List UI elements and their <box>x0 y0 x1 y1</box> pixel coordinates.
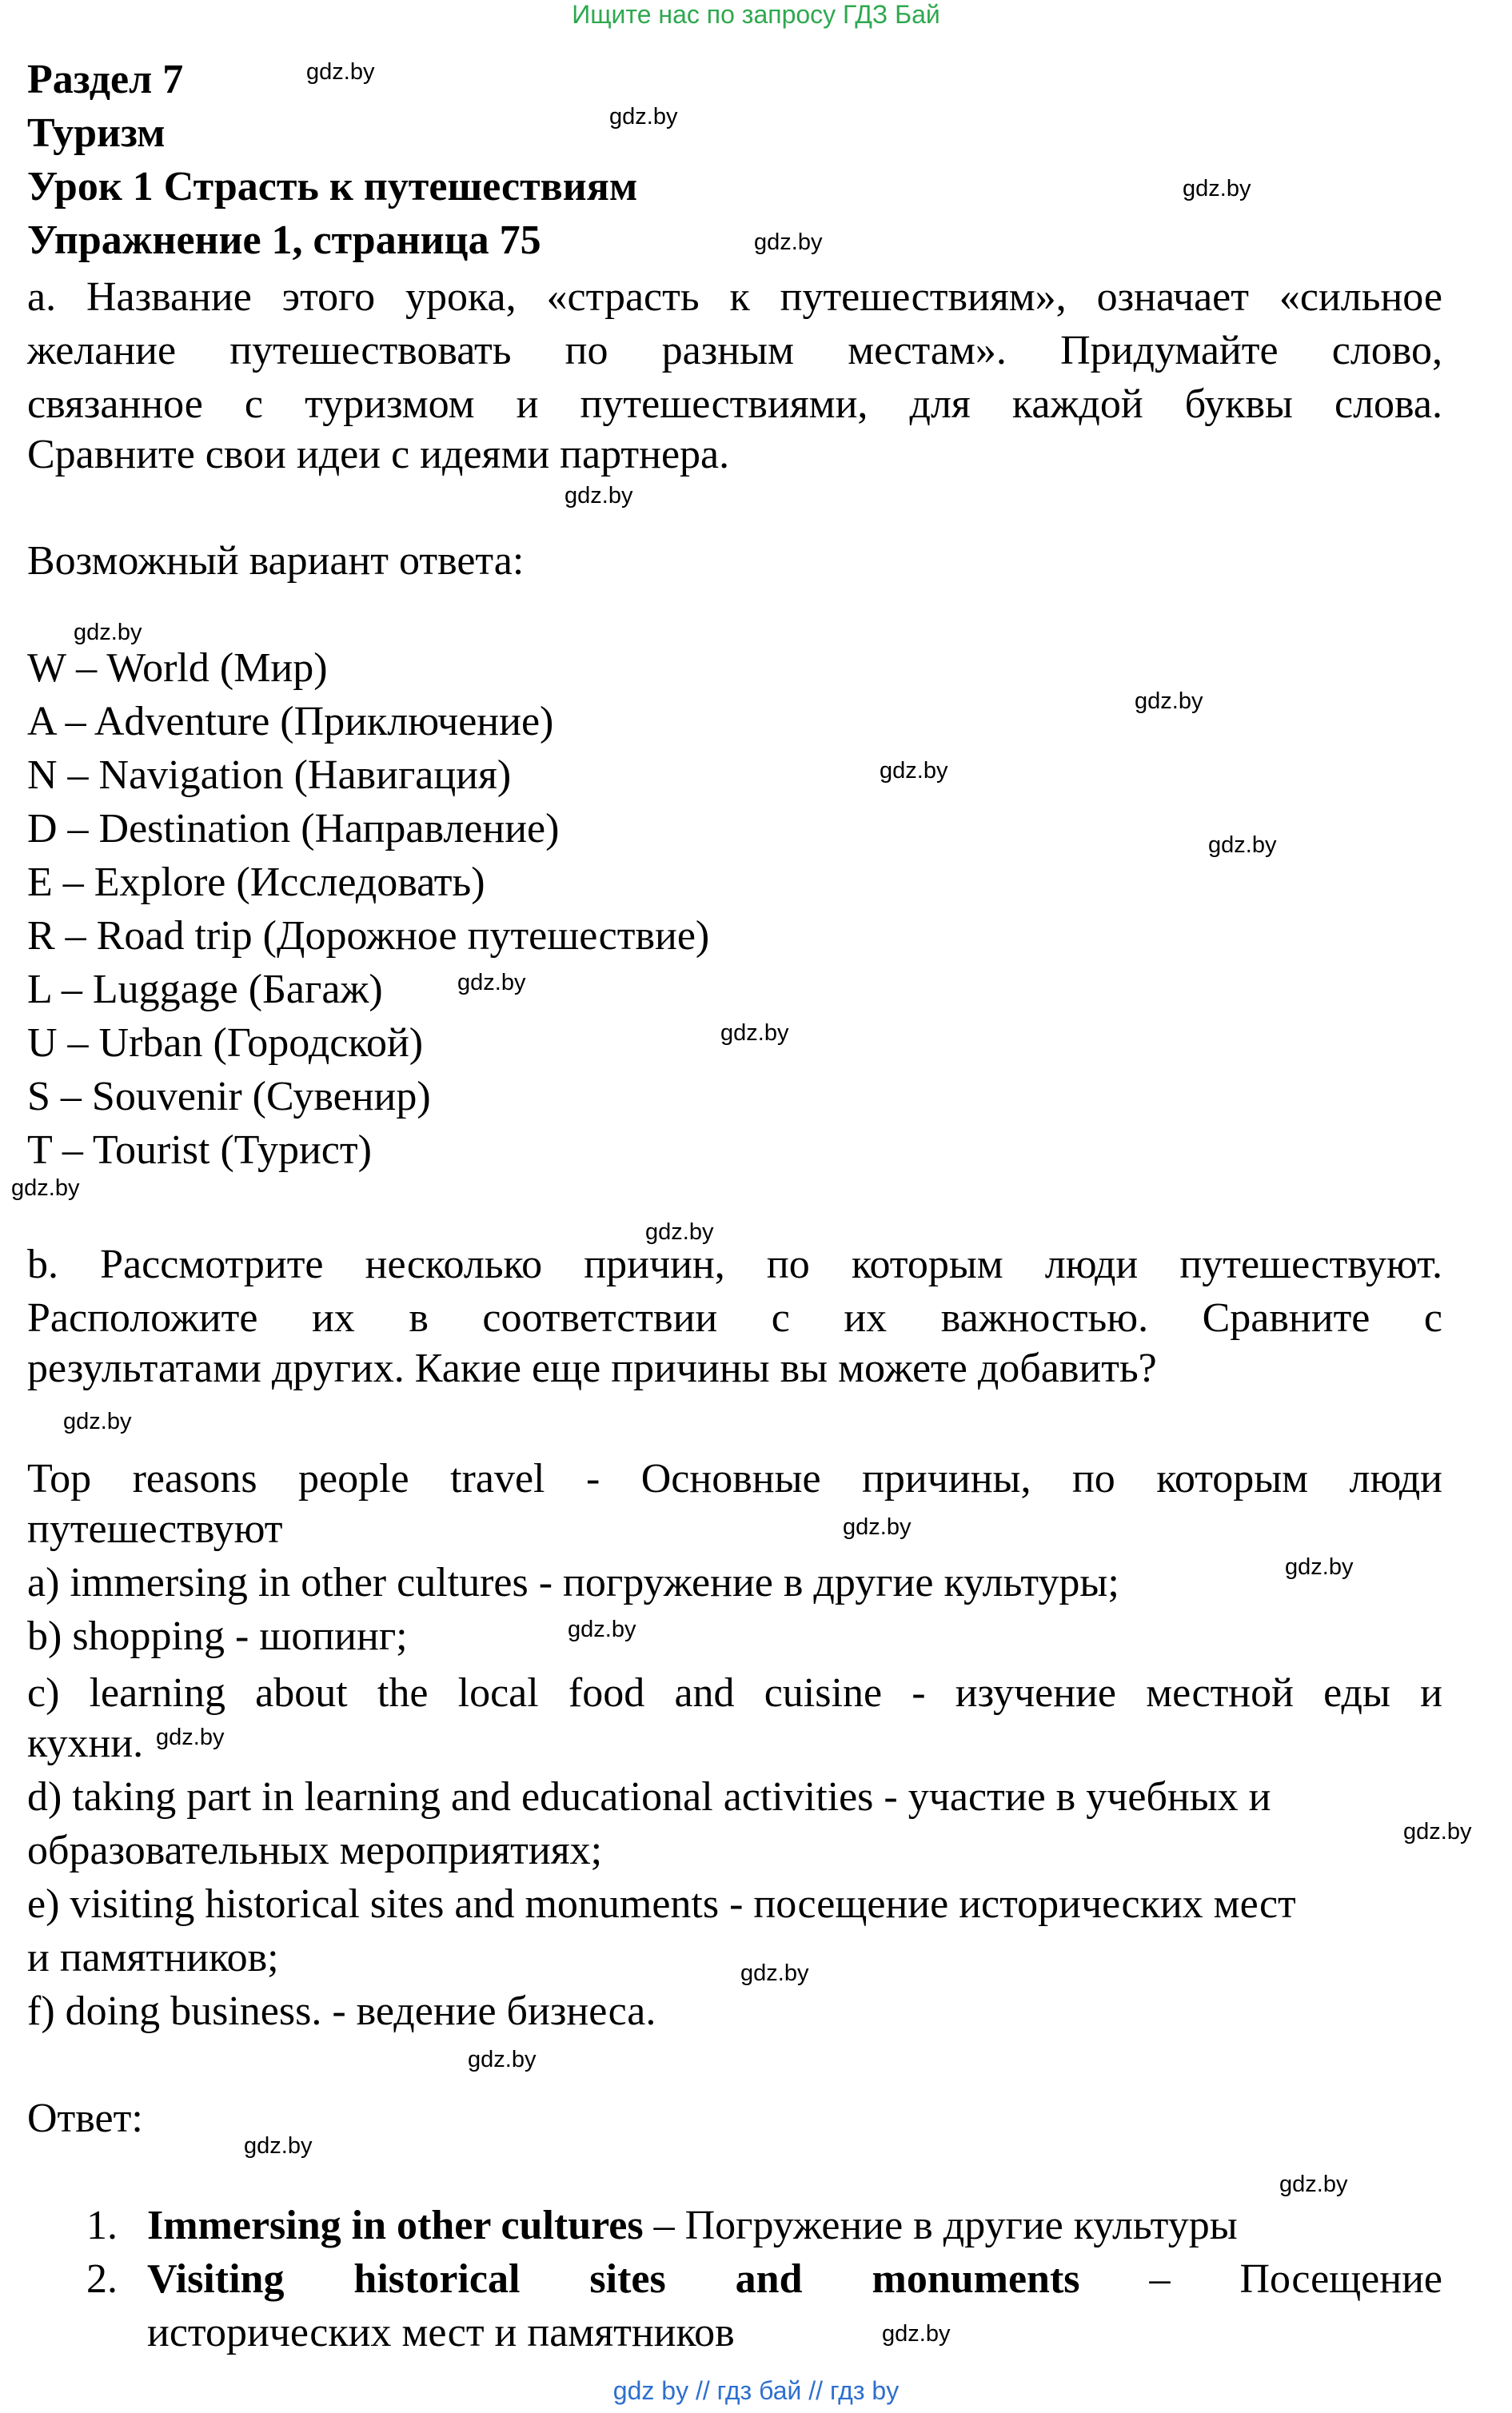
section-heading: Раздел 7 <box>27 57 184 102</box>
answer-number: 1. <box>86 2203 118 2248</box>
watermark: gdz.by <box>740 1960 809 1986</box>
reason-item: и памятников; <box>27 1935 279 1980</box>
watermark: gdz.by <box>565 483 633 509</box>
watermark: gdz.by <box>720 1020 789 1046</box>
task-a-line: a. Название этого урока, «страсть к путешествиям», означает «сильное <box>27 274 1442 320</box>
lesson-heading: Урок 1 Страсть к путешествиям <box>27 164 638 209</box>
watermark: gdz.by <box>74 620 142 645</box>
answer-item <box>147 2202 1238 2249</box>
answer-label-b: Ответ: <box>27 2096 143 2141</box>
answer-bold: Immersing in other cultures <box>147 2203 644 2248</box>
watermark: gdz.by <box>11 1175 80 1201</box>
task-b-line: результатами других. Какие еще причины вы можете добавить? <box>27 1346 1157 1391</box>
reason-item: b) shopping - шопинг; <box>27 1613 408 1659</box>
answer-rest: – Посещение <box>1079 2256 1442 2302</box>
reason-item: d) taking part in learning and educational activities - участие в учебных и <box>27 1774 1271 1820</box>
bottom-banner: gdz by // гдз бай // гдз by <box>612 2376 900 2405</box>
watermark: gdz.by <box>754 229 823 255</box>
task-a-line: связанное с туризмом и путешествиями, для каждой буквы слова. <box>27 381 1442 427</box>
watermark: gdz.by <box>1285 1554 1354 1580</box>
watermark: gdz.by <box>457 970 526 995</box>
watermark: gdz.by <box>1208 832 1277 858</box>
reasons-title: путешествуют <box>27 1506 283 1552</box>
acrostic-item: D – Destination (Направление) <box>27 806 560 852</box>
watermark: gdz.by <box>244 2133 313 2159</box>
answer-number: 2. <box>86 2256 118 2302</box>
acrostic-item: E – Explore (Исследовать) <box>27 860 485 905</box>
acrostic-item: T – Tourist (Турист) <box>27 1127 372 1173</box>
acrostic-item: U – Urban (Городской) <box>27 1020 424 1066</box>
top-banner: Ищите нас по запросу ГДЗ Бай <box>572 0 940 29</box>
reason-item: образовательных мероприятиях; <box>27 1828 603 1873</box>
reason-item: e) visiting historical sites and monuments - посещение исторических мест <box>27 1881 1296 1927</box>
reason-item: f) doing business. - ведение бизнеса. <box>27 1988 656 2034</box>
task-a-line: желание путешествовать по разным местам». Придумайте слово, <box>27 328 1442 373</box>
answer-label-a: Возможный вариант ответа: <box>27 538 525 584</box>
watermark: gdz.by <box>843 1514 912 1540</box>
watermark: gdz.by <box>1135 688 1203 714</box>
answer-continuation: исторических мест и памятников <box>147 2310 735 2355</box>
acrostic-item: A – Adventure (Приключение) <box>27 699 554 744</box>
exercise-heading: Упражнение 1, страница 75 <box>27 217 541 263</box>
watermark: gdz.by <box>156 1725 225 1750</box>
reason-item: a) immersing in other cultures - погружение в другие культуры; <box>27 1560 1119 1605</box>
answer-rest: – Погружение в другие культуры <box>643 2203 1238 2248</box>
task-b-line: b. Рассмотрите несколько причин, по которым люди путешествуют. <box>27 1242 1442 1287</box>
task-b-line: Расположите их в соответствии с их важностью. Сравните с <box>27 1295 1442 1341</box>
answer-bold: Visiting historical sites and monuments <box>147 2256 1080 2302</box>
acrostic-item: S – Souvenir (Сувенир) <box>27 1074 431 1119</box>
watermark: gdz.by <box>645 1219 714 1245</box>
task-a-line: Сравните свои идеи с идеями партнера. <box>27 432 730 477</box>
watermark: gdz.by <box>568 1617 636 1642</box>
watermark: gdz.by <box>63 1409 132 1434</box>
watermark: gdz.by <box>609 104 678 130</box>
watermark: gdz.by <box>880 758 948 784</box>
watermark: gdz.by <box>468 2047 537 2072</box>
reason-item: кухни. <box>27 1721 144 1766</box>
reasons-title: Top reasons people travel - Основные причины, по которым люди <box>27 1456 1442 1502</box>
topic-heading: Туризм <box>27 110 166 156</box>
watermark: gdz.by <box>882 2321 951 2347</box>
watermark: gdz.by <box>306 59 375 85</box>
acrostic-item: R – Road trip (Дорожное путешествие) <box>27 913 710 959</box>
acrostic-item: L – Luggage (Багаж) <box>27 967 383 1012</box>
answer-item <box>147 2255 1442 2303</box>
reason-item: c) learning about the local food and cuisine - изучение местной еды и <box>27 1670 1442 1716</box>
acrostic-item: W – World (Мир) <box>27 645 328 691</box>
watermark: gdz.by <box>1403 1819 1472 1845</box>
watermark: gdz.by <box>1183 176 1251 201</box>
acrostic-item: N – Navigation (Навигация) <box>27 752 512 798</box>
watermark: gdz.by <box>1279 2172 1348 2197</box>
